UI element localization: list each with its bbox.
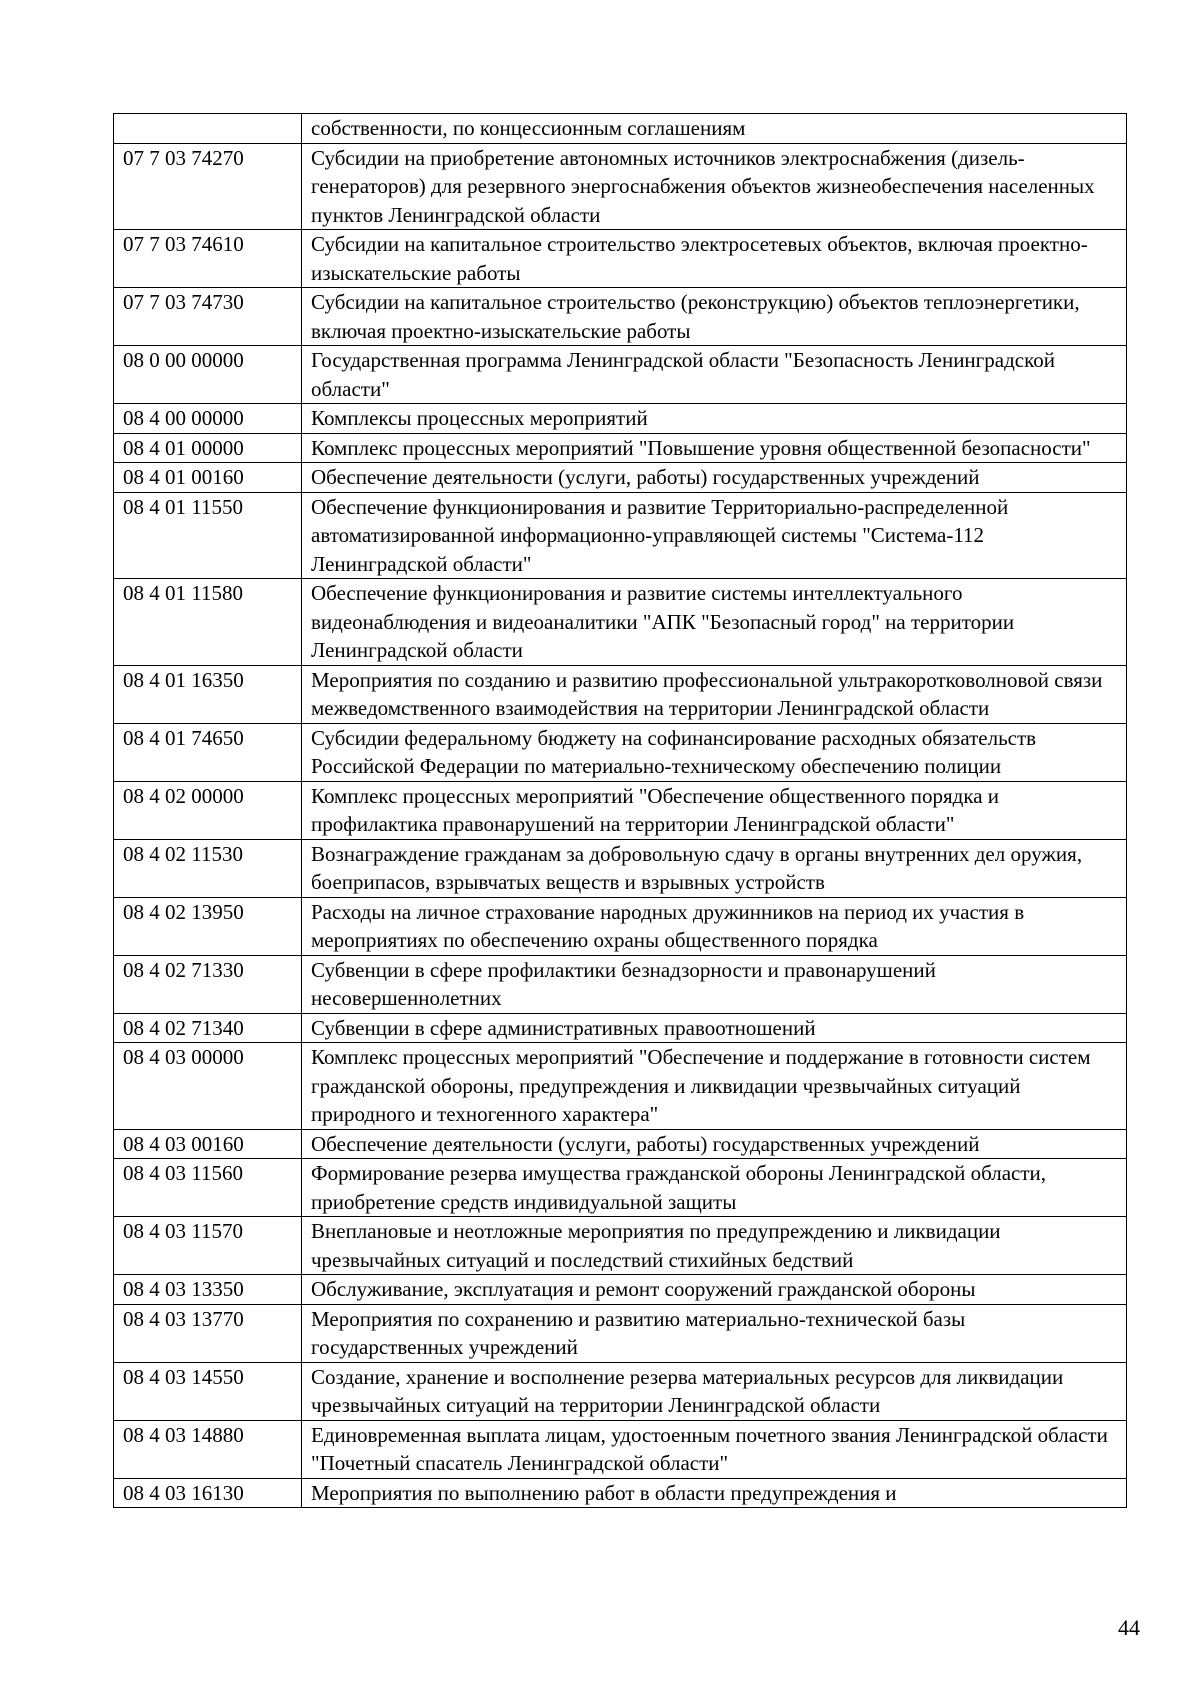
row-code: 08 4 01 16350 <box>114 665 302 723</box>
row-description: Мероприятия по сохранению и развитию материально-технической базы государственных учреждений <box>302 1304 1127 1362</box>
row-description: Создание, хранение и восполнение резерва материальных ресурсов для ликвидации чрезвычайных ситуаций на территории Ленинградской области <box>302 1362 1127 1420</box>
row-description: Обслуживание, эксплуатация и ремонт сооружений гражданской обороны <box>302 1275 1127 1305</box>
row-code: 08 0 00 00000 <box>114 346 302 404</box>
row-code: 08 4 03 13350 <box>114 1275 302 1305</box>
row-description: Субсидии на капитальное строительство (реконструкцию) объектов теплоэнергетики, включая проектно-изыскательские работы <box>302 288 1127 346</box>
row-description: Расходы на личное страхование народных дружинников на период их участия в мероприятиях по обеспечению охраны общественного порядка <box>302 897 1127 955</box>
row-description: Комплексы процессных мероприятий <box>302 404 1127 434</box>
row-code: 08 4 03 00160 <box>114 1129 302 1159</box>
row-code: 08 4 01 74650 <box>114 723 302 781</box>
table-row <box>114 1159 1127 1217</box>
table-row <box>114 1217 1127 1275</box>
row-description: Обеспечение функционирования и развитие системы интеллектуального видеонаблюдения и видеоаналитики "АПК "Безопасный город" на территории Ленинградской области <box>302 579 1127 666</box>
table-row <box>114 1420 1127 1478</box>
table-row <box>114 1013 1127 1043</box>
row-description: Обеспечение функционирования и развитие Территориально-распределенной автоматизированной информационно-управляющей системы "Система-112 Ленинградской области" <box>302 492 1127 579</box>
row-description: Единовременная выплата лицам, удостоенным почетного звания Ленинградской области "Почетный спасатель Ленинградской области" <box>302 1420 1127 1478</box>
table-row <box>114 897 1127 955</box>
row-description: Вознаграждение гражданам за добровольную сдачу в органы внутренних дел оружия, боеприпасов, взрывчатых веществ и взрывных устройств <box>302 839 1127 897</box>
row-description: Комплекс процессных мероприятий "Обеспечение общественного порядка и профилактика правонарушений на территории Ленинградской области" <box>302 781 1127 839</box>
row-code: 08 4 02 00000 <box>114 781 302 839</box>
row-description: Субсидии федеральному бюджету на софинансирование расходных обязательств Российской Федерации по материально-техническому обеспечению полиции <box>302 723 1127 781</box>
row-code: 08 4 02 71340 <box>114 1013 302 1043</box>
table-body <box>114 114 1127 1508</box>
row-description: Мероприятия по созданию и развитию профессиональной ультракоротковолновой связи межведомственного взаимодействия на территории Ленинградской области <box>302 665 1127 723</box>
row-code: 08 4 03 00000 <box>114 1043 302 1130</box>
row-code: 08 4 03 13770 <box>114 1304 302 1362</box>
row-code <box>114 114 302 144</box>
table-row <box>114 839 1127 897</box>
table-row <box>114 433 1127 463</box>
table-row <box>114 723 1127 781</box>
table-row <box>114 346 1127 404</box>
table-row <box>114 288 1127 346</box>
row-code: 08 4 02 11530 <box>114 839 302 897</box>
row-code: 08 4 01 11550 <box>114 492 302 579</box>
table-row <box>114 665 1127 723</box>
table-row <box>114 404 1127 434</box>
row-code: 08 4 01 00160 <box>114 463 302 493</box>
row-description: Государственная программа Ленинградской области "Безопасность Ленинградской области" <box>302 346 1127 404</box>
row-description: Субвенции в сфере административных правоотношений <box>302 1013 1127 1043</box>
table-row <box>114 463 1127 493</box>
table-row <box>114 1362 1127 1420</box>
row-code: 07 7 03 74730 <box>114 288 302 346</box>
table-row <box>114 230 1127 288</box>
table-row <box>114 955 1127 1013</box>
row-description: Внеплановые и неотложные мероприятия по предупреждению и ликвидации чрезвычайных ситуаций и последствий стихийных бедствий <box>302 1217 1127 1275</box>
row-code: 08 4 02 13950 <box>114 897 302 955</box>
table-row <box>114 781 1127 839</box>
table-row <box>114 1129 1127 1159</box>
table-row <box>114 492 1127 579</box>
row-description: Субсидии на приобретение автономных источников электроснабжения (дизель-генераторов) для резервного энергоснабжения объектов жизнеобеспечения населенных пунктов Ленинградской области <box>302 143 1127 230</box>
row-description: Комплекс процессных мероприятий "Обеспечение и поддержание в готовности систем гражданской обороны, предупреждения и ликвидации чрезвычайных ситуаций природного и техногенного характера" <box>302 1043 1127 1130</box>
row-description: Обеспечение деятельности (услуги, работы) государственных учреждений <box>302 463 1127 493</box>
row-code: 08 4 03 11570 <box>114 1217 302 1275</box>
row-code: 08 4 03 16130 <box>114 1478 302 1508</box>
row-description: собственности, по концессионным соглашениям <box>302 114 1127 144</box>
row-code: 07 7 03 74610 <box>114 230 302 288</box>
table-row <box>114 1043 1127 1130</box>
budget-codes-table <box>113 113 1127 1508</box>
table-row <box>114 114 1127 144</box>
row-code: 07 7 03 74270 <box>114 143 302 230</box>
table-row <box>114 579 1127 666</box>
row-code: 08 4 01 00000 <box>114 433 302 463</box>
row-code: 08 4 03 14880 <box>114 1420 302 1478</box>
row-description: Субвенции в сфере профилактики безнадзорности и правонарушений несовершеннолетних <box>302 955 1127 1013</box>
row-description: Мероприятия по выполнению работ в области предупреждения и <box>302 1478 1127 1508</box>
table-row <box>114 1478 1127 1508</box>
row-code: 08 4 01 11580 <box>114 579 302 666</box>
row-code: 08 4 00 00000 <box>114 404 302 434</box>
row-description: Обеспечение деятельности (услуги, работы) государственных учреждений <box>302 1129 1127 1159</box>
table-row <box>114 1275 1127 1305</box>
page-number: 44 <box>1118 1615 1140 1640</box>
row-code: 08 4 03 11560 <box>114 1159 302 1217</box>
row-code: 08 4 02 71330 <box>114 955 302 1013</box>
row-description: Формирование резерва имущества гражданской обороны Ленинградской области, приобретение средств индивидуальной защиты <box>302 1159 1127 1217</box>
row-description: Комплекс процессных мероприятий "Повышение уровня общественной безопасности" <box>302 433 1127 463</box>
table-row <box>114 1304 1127 1362</box>
table-row <box>114 143 1127 230</box>
row-code: 08 4 03 14550 <box>114 1362 302 1420</box>
row-description: Субсидии на капитальное строительство электросетевых объектов, включая проектно-изыскательские работы <box>302 230 1127 288</box>
